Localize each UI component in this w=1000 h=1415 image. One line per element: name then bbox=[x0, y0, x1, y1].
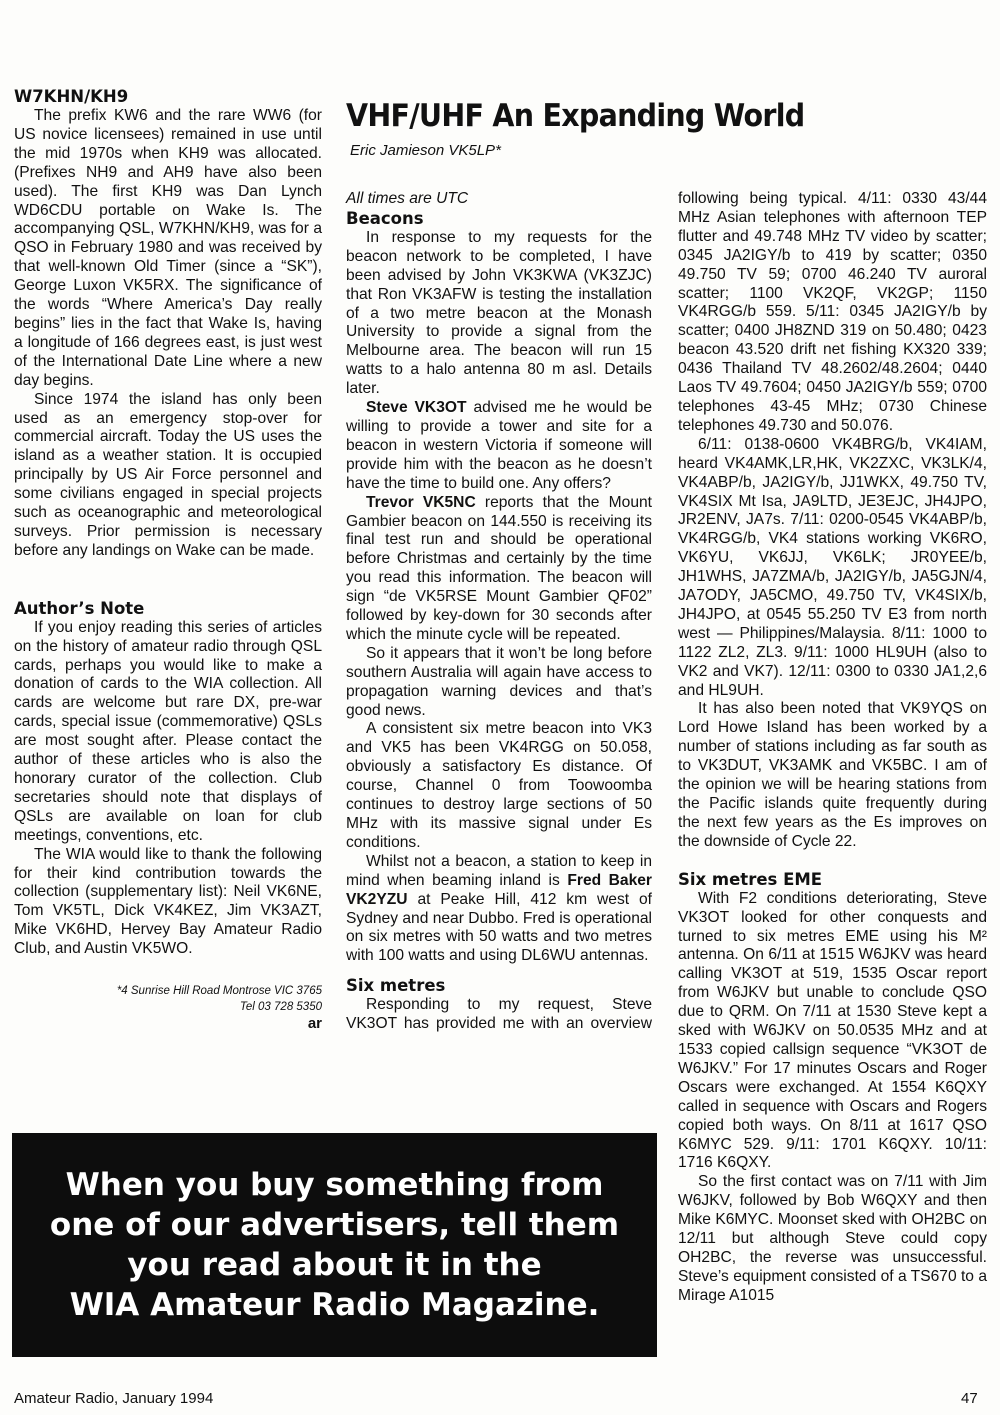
station-name: Trevor VK5NC bbox=[366, 493, 476, 511]
paragraph: With F2 conditions deteriorating, Steve VK3OT looked for other conquests and turned to six metres EME using his M² antenna. On 6/11 at 1515 W6JKV was heard calling VK3OT at 519, 1535 Oscar report from W6JKV but unable to conclude QSO due to QRM. On 7/11 at 1530 Steve kept a sked with W6JKV on 50.0535 MHz and at 1533 copied callsign sequence “VK3OT de W6JKV.” For 17 minutes Oscars and Roger Oscars were exchanged. At 1554 K6QXY called in sequence with Oscars and Rogers copied both ways. On 8/11 at 1617 QSO K6MYC 529. 9/11: 1701 K6QXY. 10/11: 1716 K6QXY. bbox=[678, 889, 987, 1172]
paragraph: A consistent six metre beacon into VK3 and VK5 has been VK4RGG on 50.058, obviously a satisfactory Es distance. Of course, Channel 0 from Toowoomba continues to destroy large sections of 50 MHz with its massive signal under Es conditions. bbox=[346, 720, 652, 851]
middle-column bbox=[346, 190, 652, 1033]
paragraph bbox=[346, 399, 652, 494]
advert-line: you read about it in the bbox=[127, 1247, 542, 1283]
paragraph: So the first contact was on 7/11 with Jim W6JKV, followed by Bob W6QXY and then Mike K6MYC. Moonset sked with OH2BC on 12/11 but although Steve could copy OH2BC, the reverse was unsuccessful. Steve’s equipment consisted of a TS670 to a Mirage A1015 bbox=[678, 1173, 987, 1304]
section-heading-callsign: W7KHN/KH9 bbox=[14, 87, 129, 106]
paragraph: In response to my requests for the beacon network to be completed, I have been advised by John VK3KWA (VK3ZJC) that Ron VK3AFW is testing the installation of a two metre beacon at the Monash University to provide a signal from the Melbourne area. The beacon will run 15 watts to a halo antenna 80 m asl. Details later. bbox=[346, 228, 652, 398]
paragraph bbox=[346, 853, 652, 966]
left-column bbox=[14, 87, 322, 1034]
advert-line: WIA Amateur Radio Magazine. bbox=[69, 1287, 600, 1323]
paragraph-text: at Peake Hill, 412 km west of Sydney and near Dubbo. Fred is operational on six metres with 50 watts and two metres with 100 watts and using DL6WU antennas. bbox=[346, 890, 653, 965]
footer-publication: Amateur Radio, January 1994 bbox=[14, 1390, 214, 1407]
paragraph: 6/11: 0138-0600 VK4BRG/b, VK4IAM, heard VK4AMK,LR,HK, VK2ZXC, VK3LK/4, VK4ABP/b, JA2IGY/b, JJ1WKX, 49.750 TV, VK4SIX Mt Isa, JA9LTD, JE3EJC, JH4JPO, JR2ENV, JA7s. 7/11: 0200-0545 VK4ABP/b, VK4RGG/b, VK4 stations working VK6RO, VK6YU, VK6JJ, VK6LK; JR0YEE/b, JH1WHS, JA7ZMA/b, JA2IGY/b, JA5GJN/4, JA7ODY, JA5CMO, 49.750 TV, VK4SIX/b, JH4JPO, at 0545 55.250 TV E3 from north west — Philippines/Malaysia. 8/11: 1000 to 1122 ZL2, ZL3. 9/11: 1000 HL9UH (also to VK2 and VK7). 12/11: 0300 to 0330 JA1,2,6 and HL9UH. bbox=[678, 435, 987, 699]
section-heading-eme: Six metres EME bbox=[678, 869, 823, 889]
paragraph-text: reports that the Mount Gambier beacon on 144.550 is receiving its final test run and should be operational before Christmas and certainly by the time you read this information. The beacon will sign “de VK5RSE Mount Gambier QF02” followed by key-down for 30 seconds after which the minute cycle will be repeated. bbox=[346, 493, 652, 643]
page-number: 47 bbox=[961, 1390, 978, 1407]
paragraph: The WIA would like to thank the following for their kind contribution towards the collection (supplementary list): Neil VK6NE, Tom VK5TL, Dick VK4KEZ, Jim VK3AZT, Mike VK6HD, Hervey Bay Amateur Radio Club, and Austin VK5WO. bbox=[14, 845, 322, 958]
continued-text: following being typical. 4/11: 0330 43/44 MHz Asian telephones with afternoon TEP flutter and 49.748 MHz TV video by scatter; 0345 JA2IGY/b to 419 by scatter; 0350 49.750 TV 59; 0700 46.240 TV auroral scatter; 1100 VK2QF, VK2GP; 1150 VK4RGG/b 559. 5/11: 0345 JA2IGY/b by scatter; 0400 JH8ZND 319 on 50.480; 0423 beacon 43.520 drift net fishing KX320 339; 0436 Thailand TV 48.2602/48.2604; 0440 Laos TV 49.7604; 0450 JA2IGY/b 559; 0700 telephones 43-45 MHz; 0730 Chinese telephones 49.730 and 50.076. bbox=[678, 190, 987, 434]
paragraph: So it appears that it won’t be long before southern Australia will again have access to propagation warning devices and that’s good news. bbox=[346, 644, 652, 719]
footnote-address: *4 Sunrise Hill Road Montrose VIC 3765 bbox=[116, 985, 322, 998]
paragraph bbox=[346, 494, 652, 645]
advertiser-notice-banner bbox=[12, 1133, 657, 1357]
station-name: Fred Baker VK2YZU bbox=[346, 871, 652, 908]
article-title: VHF/UHF An Expanding World bbox=[346, 98, 805, 134]
paragraph-text: advised me he would be willing to provide a tower and site for a beacon in western Victoria if someone will provide him with the beacon as he doesn’t have the time to build one. Any offers? bbox=[346, 399, 652, 492]
paragraph-text: Whilst not a beacon, a station to keep in mind when beaming inland is bbox=[346, 852, 652, 889]
right-column bbox=[678, 190, 987, 1306]
paragraph: It has also been noted that VK9YQS on Lord Howe Island has been worked by a number of stations including as far south as to VK3DUT, VK3AMK and VK5BC. I am of the opinion we will be hearing stations from the Pacific islands quite frequently during the next few years as the Es improves on the downside of Cycle 22. bbox=[678, 700, 987, 850]
advert-line: When you buy something from bbox=[65, 1167, 604, 1203]
section-heading-beacons: Beacons bbox=[346, 208, 424, 228]
paragraph: The prefix KW6 and the rare WW6 (for US novice licensees) remained in use until the mid 1970s when KH9 was allocated. (Prefixes NH9 and AH9 have also been used). The first KH9 was Dan Lynch WD6CDU portable on Wake Is. The accompanying QSL, W7KHN/KH9, was for a QSO in February 1980 and was received by that well-known Old Timer (since a “SK”), George Luxon VK5RX. The significance of the words “Where America’s Day really begins” lies in the fact that Wake Is, having a longitude of 166 degrees east, is just west of the International Date Line where a new day begins. bbox=[14, 107, 322, 389]
six-metres-paragraph-continued: Responding to my request, Steve VK3OT has provided me with an overview bbox=[346, 996, 652, 1033]
advert-line: one of our advertisers, tell them bbox=[49, 1207, 620, 1243]
section-heading-six-metres: Six metres bbox=[346, 976, 446, 996]
times-note: All times are UTC bbox=[346, 190, 469, 207]
end-mark: ar bbox=[307, 1015, 322, 1033]
section-heading-authors-note: Author’s Note bbox=[14, 598, 145, 618]
article-author: Eric Jamieson VK5LP* bbox=[350, 142, 501, 159]
paragraph: Since 1974 the island has only been used as an emergency stop-over for commercial aircraft. Today the US uses the island as a weather station. It is occupied principally by US Air Force personnel and some civilians engaged in special projects such as oceanographic and meteorological surveys. Prior permission is necessary before any landings on Wake can be made. bbox=[14, 390, 322, 559]
footnote-tel: Tel 03 728 5350 bbox=[239, 1001, 322, 1014]
paragraph: If you enjoy reading this series of articles on the history of amateur radio through QSL cards, perhaps you would like to make a donation of cards to the WIA collection. All cards are welcome but rare DX, pre-war cards, special issue (commemorative) QSLs are most sought after. Please contact the author of these articles who is also the honorary curator of the collection. Club secretaries should note that displays of QSLs are available on loan for club meetings, conventions, etc. bbox=[14, 618, 322, 844]
station-name: Steve VK3OT bbox=[366, 399, 467, 417]
